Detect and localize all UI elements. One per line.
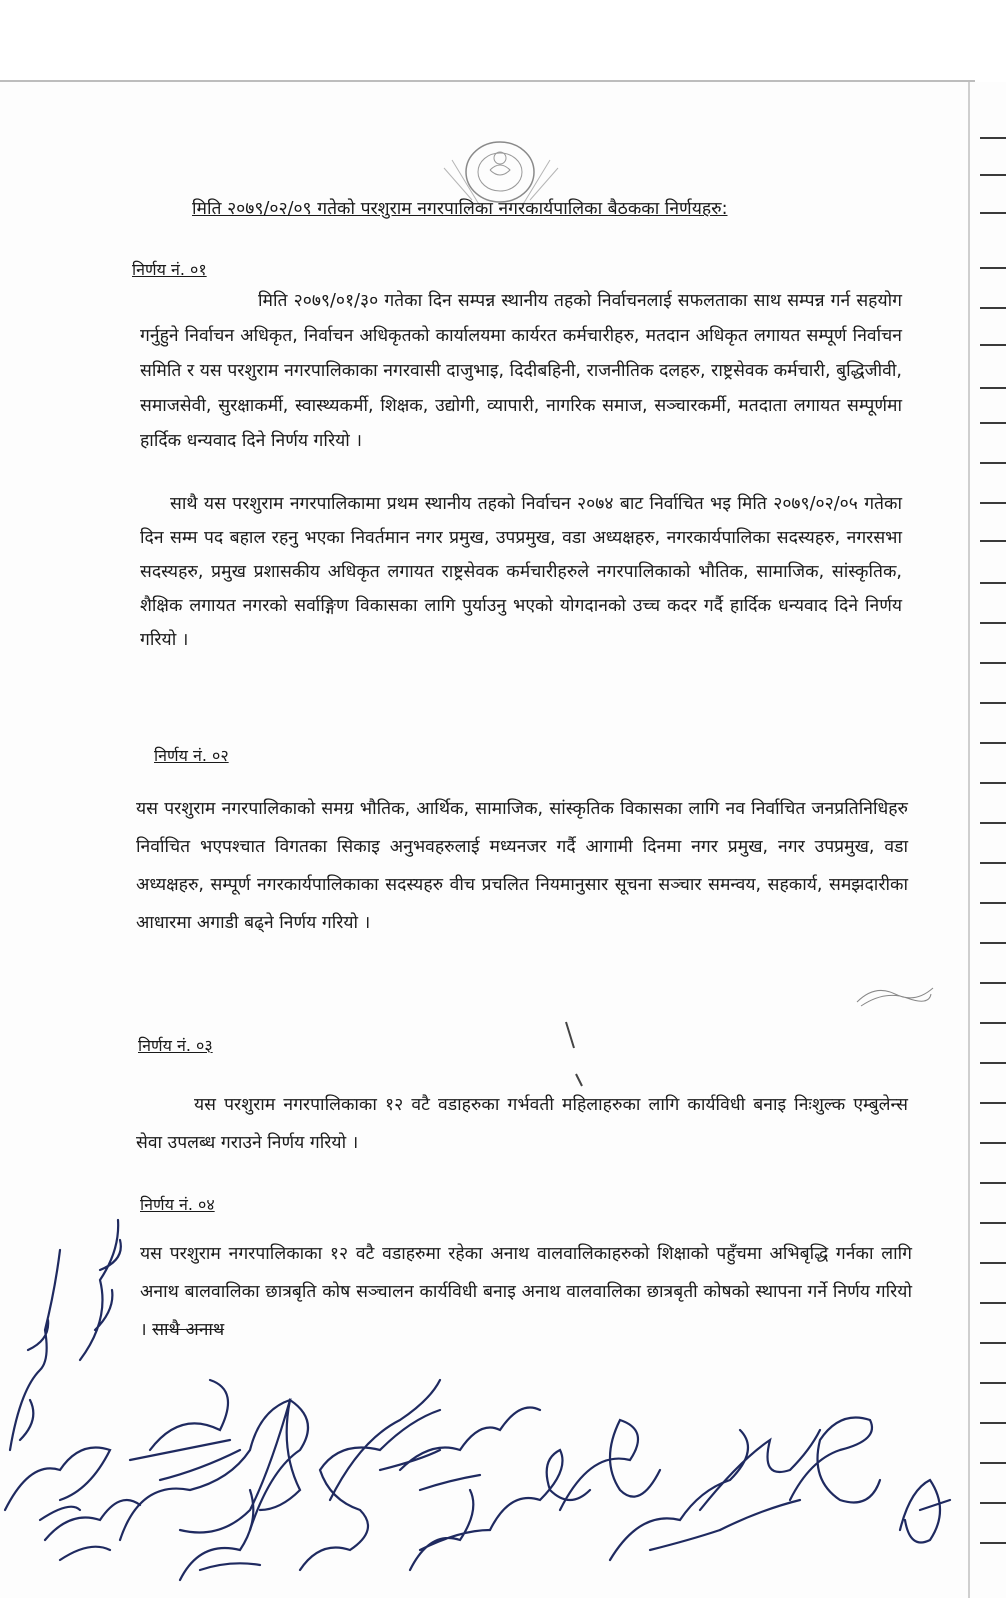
signature-12: [410, 1490, 490, 1570]
signature-18: [900, 1480, 950, 1543]
signature-11: [400, 1408, 540, 1491]
signature-13: [490, 1450, 590, 1530]
signature-10: [330, 1380, 440, 1500]
decision-01-heading: निर्णय नं. ०१: [132, 260, 207, 279]
pen-scribble: [855, 980, 935, 1010]
decision-04-heading: निर्णय नं. ०४: [140, 1195, 215, 1214]
decision-03-heading: निर्णय नं. ०३: [138, 1036, 213, 1055]
top-background: [0, 0, 1006, 82]
municipality-seal: [432, 130, 567, 245]
document-title: मिति २०७९/०२/०९ गतेको परशुराम नगरपालिका नगरकार्यपालिका बैठकका निर्णयहरु:: [192, 199, 728, 219]
signature-1: [10, 1250, 60, 1450]
pen-mark: [560, 1018, 590, 1088]
signature-7: [180, 1490, 260, 1580]
decision-01-paragraph-2: साथै यस परशुराम नगरपालिकामा प्रथम स्थानीय तहको निर्वाचन २०७४ बाट निर्वाचित भइ मिति २०७९/०२/०५ गतेका दिन सम्म पद बहाल रहनु भएका निवर्तमान नगर प्रमुख, उपप्रमुख, वडा अध्यक्षहरु, नगरकार्यपालिका सदस्यहरु, नगरसभा सदस्यहरु, प्रमुख प्रशासकीय अधिकृत लगायत राष्ट्रसेवक कर्मचारीहरुले नगरपालिकाको भौतिक, सामाजिक, सांस्कृतिक, शैक्षिक लगायत नगरको सर्वाङ्गिण विकासका लागि पुर्याउनु भएको योगदानको उच्च कदर गर्दै हार्दिक धन्यवाद दिने निर्णय गरियो ।: [140, 494, 902, 650]
decision-01-paragraph-1: मिति २०७९/०१/३० गतेका दिन सम्पन्न स्थानीय तहको निर्वाचनलाई सफलताका साथ सम्पन्न गर्न सहयोग गर्नुहुने निर्वाचन अधिकृत, निर्वाचन अधिकृतको कार्यालयमा कार्यरत कर्मचारीहरु, मतदान अधिकृत लगायत सम्पूर्ण निर्वाचन समिति र यस परशुराम नगरपालिकाका नगरवासी दाजुभाइ, दिदीबहिनी, राजनीतिक दलहरु, राष्ट्रसेवक कर्मचारी, बुद्धिजीवी, समाजसेवी, सुरक्षाकर्मी, स्वास्थ्यकर्मी, शिक्षक, उद्योगी, व्यापारी, नागरिक समाज, सञ्चारकर्मी, मतदाता लगायत सम्पूर्णमा हार्दिक धन्यवाद दिने निर्णय गरियो ।: [140, 291, 902, 451]
member-signatures: [0, 1210, 1006, 1598]
signature-6: [120, 1400, 290, 1540]
struck-text: साथै अनाथ: [152, 1320, 225, 1340]
paper-top-edge: [0, 80, 975, 82]
signature-2: [80, 1220, 121, 1360]
signature-15: [610, 1430, 748, 1560]
decision-04-text: यस परशुराम नगरपालिकाका १२ वटै वडाहरुमा रहेका अनाथ वालवालिकाहरुको शिक्षाको पहुँचमा अभिबृद्धि गर्नका लागि अनाथ बालवालिका छात्रबृति कोष सञ्चालन कार्यविधी बनाइ अनाथ वालवालिका छात्रबृती कोषको स्थापना गर्ने निर्णय गरियो ।: [140, 1244, 912, 1340]
decision-02-paragraph: यस परशुराम नगरपालिकाको समग्र भौतिक, आर्थिक, सामाजिक, सांस्कृतिक विकासका लागि नव निर्वाचित जनप्रतिनिधिहरु निर्वाचित भएपश्चात विगतका सिकाइ अनुभवहरुलाई मध्यनजर गर्दै आगामी दिनमा नगर प्रमुख, नगर उपप्रमुख, वडा अध्यक्षहरु, सम्पूर्ण नगरकार्यपालिकाका सदस्यहरु वीच प्रचलित नियमानुसार सूचना सञ्चार समन्वय, सहकार्य, समझदारीका आधारमा अगाडी बढ्ने निर्णय गरियो ।: [136, 799, 908, 933]
signature-8: [250, 1400, 308, 1530]
signature-3: [5, 1448, 110, 1521]
signature-5: [130, 1380, 240, 1480]
signature-14: [560, 1420, 660, 1510]
decision-02-heading: निर्णय नं. ०२: [154, 746, 229, 765]
signature-17: [790, 1418, 880, 1503]
decision-03-paragraph: यस परशुराम नगरपालिकाका १२ वटै वडाहरुका गर्भवती महिलाहरुका लागि कार्यविधी बनाइ निःशुल्क एम्बुलेन्स सेवा उपलब्ध गराउने निर्णय गरियो ।: [136, 1095, 908, 1153]
